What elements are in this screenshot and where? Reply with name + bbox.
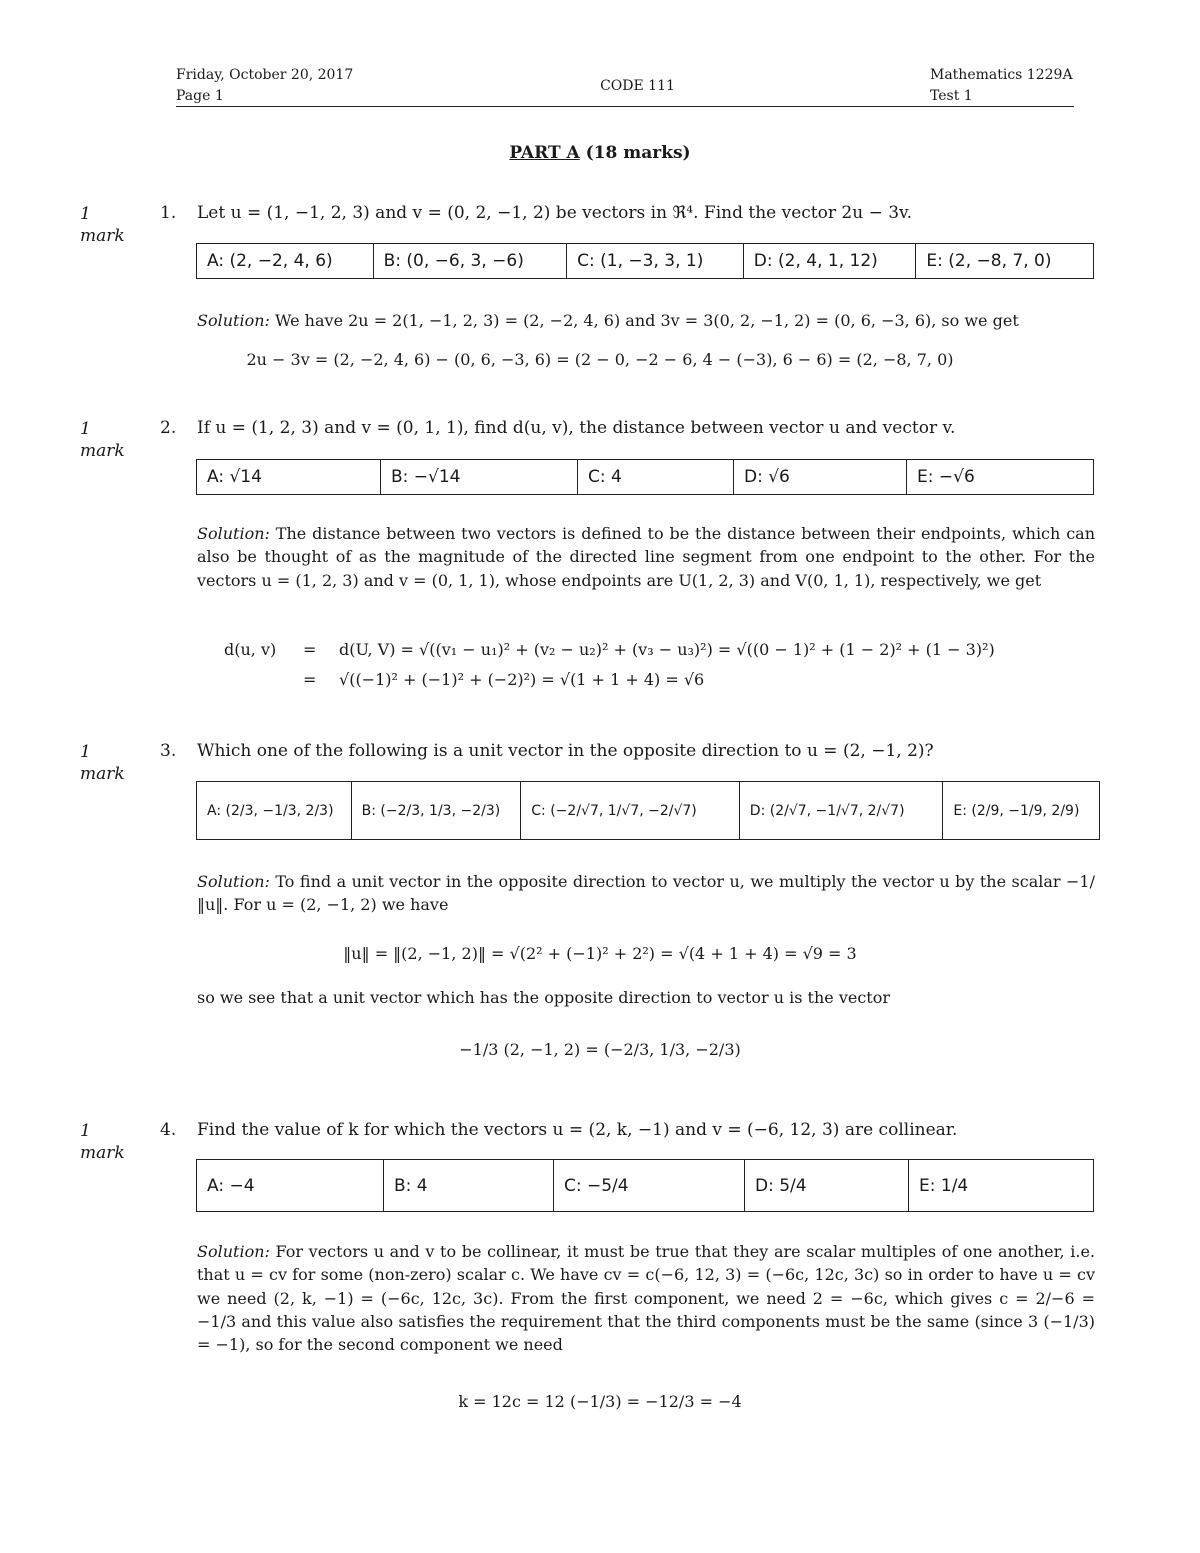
solution <box>197 522 1095 592</box>
equation-rhs: d(U, V) = √((v₁ − u₁)² + (v₂ − u₂)² + (v₃ − u₃)²) = √((0 − 1)² + (1 − 2)² + (1 − 3)²) <box>339 640 995 659</box>
solution <box>197 309 1095 332</box>
equation: 2u − 3v = (2, −2, 4, 6) − (0, 6, −3, 6) = (2 − 0, −2 − 6, 4 − (−3), 6 − 6) = (2, −8, 7, 0) <box>246 350 954 369</box>
solution-label: Solution: <box>197 524 270 543</box>
option-b[interactable]: B: 4 <box>384 1160 554 1211</box>
solution <box>197 870 1095 917</box>
header-code: CODE 111 <box>600 78 675 94</box>
option-e[interactable]: E: 1/4 <box>919 1175 969 1196</box>
solution-text: We have 2u = 2(1, −1, 2, 3) = (2, −2, 4, 6) and 3v = 3(0, 2, −1, 2) = (0, 6, −3, 6), so we get <box>274 311 1019 330</box>
question-number: 2. <box>160 418 177 438</box>
option-c[interactable]: C: (1, −3, 3, 1) <box>567 244 744 278</box>
option-a[interactable]: A: (2/3, −1/3, 2/3) <box>197 782 352 839</box>
option-b[interactable]: B: −√14 <box>381 460 578 494</box>
question-number: 1. <box>160 203 177 223</box>
answer-options <box>196 1159 1094 1212</box>
part-label: PART A <box>509 143 580 163</box>
option-d[interactable]: D: 5/4 <box>745 1160 909 1211</box>
option-c[interactable]: C: 4 <box>578 460 734 494</box>
header-rule <box>176 106 1074 107</box>
mark-label-q1: 1 mark <box>80 204 125 246</box>
solution-text: The distance between two vectors is defined to be the distance between their endpoints, which can also be thought of as the magnitude of the directed line segment from one endpoint to the other. For the vectors u = (1, 2, 3) and v = (0, 1, 1), whose endpoints are U(1, 2, 3) and V(0, 1, 1), respectively, we get <box>197 524 1095 590</box>
equation: k = 12c = 12 (−1/3) = −12/3 = −4 <box>458 1392 742 1411</box>
solution-label: Solution: <box>197 311 270 330</box>
answer-options <box>196 243 1094 279</box>
equation-equals: = <box>303 670 317 689</box>
option-a[interactable]: A: −4 <box>197 1160 384 1211</box>
equation: −1/3 (2, −1, 2) = (−2/3, 1/3, −2/3) <box>459 1040 741 1059</box>
mark-label-q3: 1 mark <box>80 742 125 784</box>
option-d[interactable]: D: (2, 4, 1, 12) <box>744 244 917 278</box>
question-number: 4. <box>160 1120 177 1140</box>
header-date: Friday, October 20, 2017 <box>176 67 354 83</box>
part-marks: (18 marks) <box>585 143 691 163</box>
question-text: If u = (1, 2, 3) and v = (0, 1, 1), find d(u, v), the distance between vector u and vector v. <box>197 418 956 438</box>
option-e[interactable]: E: (2/9, −1/9, 2/9) <box>953 802 1080 819</box>
question-text: Which one of the following is a unit vector in the opposite direction to u = (2, −1, 2)? <box>197 741 934 761</box>
header-right <box>930 65 1073 107</box>
equation-lhs: d(u, v) <box>224 640 277 659</box>
option-e[interactable]: E: (2, −8, 7, 0) <box>926 251 1052 271</box>
equation-equals: = <box>303 640 317 659</box>
question-number: 3. <box>160 741 177 761</box>
equation-rhs: √((−1)² + (−1)² + (−2)²) = √(1 + 1 + 4) = √6 <box>339 670 705 689</box>
option-c[interactable]: C: −5/4 <box>554 1160 745 1211</box>
option-a[interactable]: A: √14 <box>197 460 381 494</box>
solution <box>197 1240 1095 1356</box>
option-b[interactable]: B: (−2/3, 1/3, −2/3) <box>352 782 522 839</box>
part-title <box>0 143 1200 163</box>
option-d[interactable]: D: √6 <box>734 460 907 494</box>
header-page: Page 1 <box>176 88 224 104</box>
solution-text: To find a unit vector in the opposite direction to vector u, we multiply the vector u by the scalar −1/‖u‖. For u = (2, −1, 2) we have <box>197 872 1095 915</box>
option-c[interactable]: C: (−2/√7, 1/√7, −2/√7) <box>521 782 740 839</box>
answer-options <box>196 781 1100 840</box>
option-d[interactable]: D: (2/√7, −1/√7, 2/√7) <box>740 782 944 839</box>
solution-continued: so we see that a unit vector which has the opposite direction to vector u is the vector <box>197 988 890 1007</box>
question-text: Let u = (1, −1, 2, 3) and v = (0, 2, −1, 2) be vectors in ℜ⁴. Find the vector 2u − 3v. <box>197 203 913 223</box>
equation: ‖u‖ = ‖(2, −1, 2)‖ = √(2² + (−1)² + 2²) = √(4 + 1 + 4) = √9 = 3 <box>343 944 857 963</box>
header-test: Test 1 <box>930 88 973 104</box>
mark-label-q4: 1 mark <box>80 1121 125 1163</box>
option-e[interactable]: E: −√6 <box>917 467 975 487</box>
question-text: Find the value of k for which the vectors u = (2, k, −1) and v = (−6, 12, 3) are collinear. <box>197 1120 958 1140</box>
solution-label: Solution: <box>197 1242 270 1261</box>
mark-label-q2: 1 mark <box>80 419 125 461</box>
header-course: Mathematics 1229A <box>930 67 1073 83</box>
solution-text: For vectors u and v to be collinear, it must be true that they are scalar multiples of one another, i.e. that u = cv for some (non-zero) scalar c. We have cv = c(−6, 12, 3) = (−6c, 12c, 3c) so in order to have u = cv we need (2, k, −1) = (−6c, 12c, 3c). From the first component, we need 2 = −6c, which gives c = 2/−6 = −1/3 and this value also satisfies the requirement that the third components must be the same (since 3 (−1/3) = −1), so for the second component we need <box>197 1242 1095 1355</box>
solution-label: Solution: <box>197 872 270 891</box>
option-b[interactable]: B: (0, −6, 3, −6) <box>374 244 568 278</box>
option-a[interactable]: A: (2, −2, 4, 6) <box>197 244 374 278</box>
answer-options <box>196 459 1094 495</box>
